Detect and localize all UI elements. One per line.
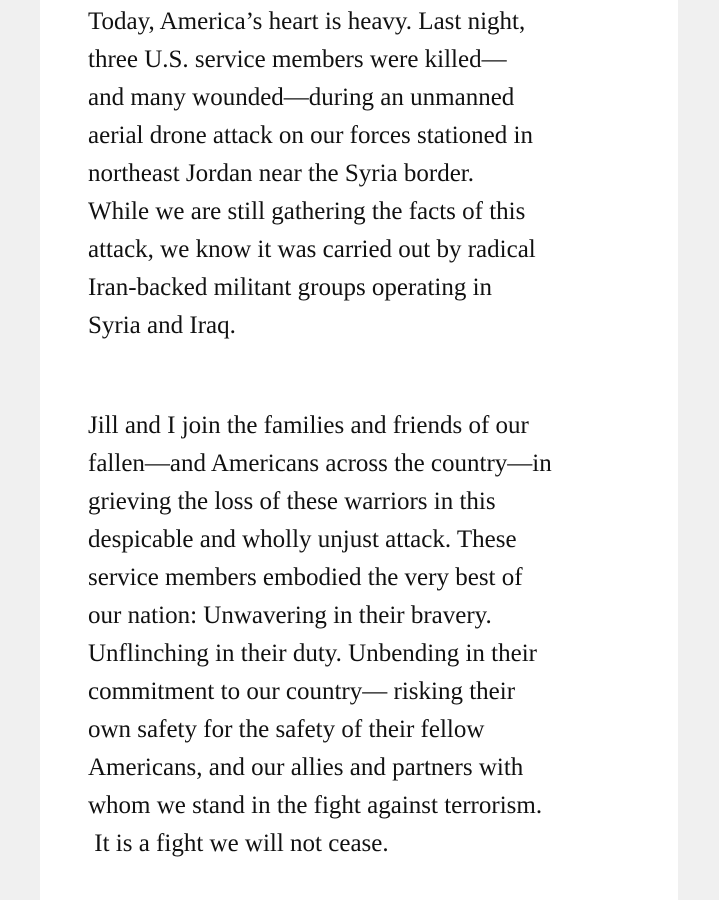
text-line: grieving the loss of these warriors in this (88, 488, 496, 515)
text-line: three U.S. service members were killed— (88, 46, 507, 73)
text-line: commitment to our country— risking their (88, 678, 516, 705)
text-line: Iran-backed militant groups operating in (88, 274, 493, 301)
text-line: Today, America’s heart is heavy. Last night, (88, 8, 526, 35)
text-line: Jill and I join the families and friends of our (88, 412, 529, 439)
text-line: despicable and wholly unjust attack. These (88, 526, 517, 553)
text-line: Unflinching in their duty. Unbending in their (88, 640, 537, 667)
text-line: service members embodied the very best of (88, 564, 523, 591)
text-line: fallen—and Americans across the country—in (88, 450, 552, 477)
text-line: northeast Jordan near the Syria border. (88, 160, 474, 187)
text-line: attack, we know it was carried out by radical (88, 236, 536, 263)
text-line: and many wounded—during an unmanned (88, 84, 515, 111)
text-line: own safety for the safety of their fellow (88, 716, 485, 743)
text-line: whom we stand in the fight against terrorism. (88, 792, 543, 819)
text-line: aerial drone attack on our forces stationed in (88, 122, 533, 149)
text-line: Syria and Iraq. (88, 312, 236, 339)
statement-page (40, 0, 678, 900)
text-line: While we are still gathering the facts of this (88, 198, 526, 225)
text-line: our nation: Unwavering in their bravery. (88, 602, 492, 629)
text-line: Americans, and our allies and partners with (88, 754, 524, 781)
text-line: It is a fight we will not cease. (88, 830, 389, 857)
